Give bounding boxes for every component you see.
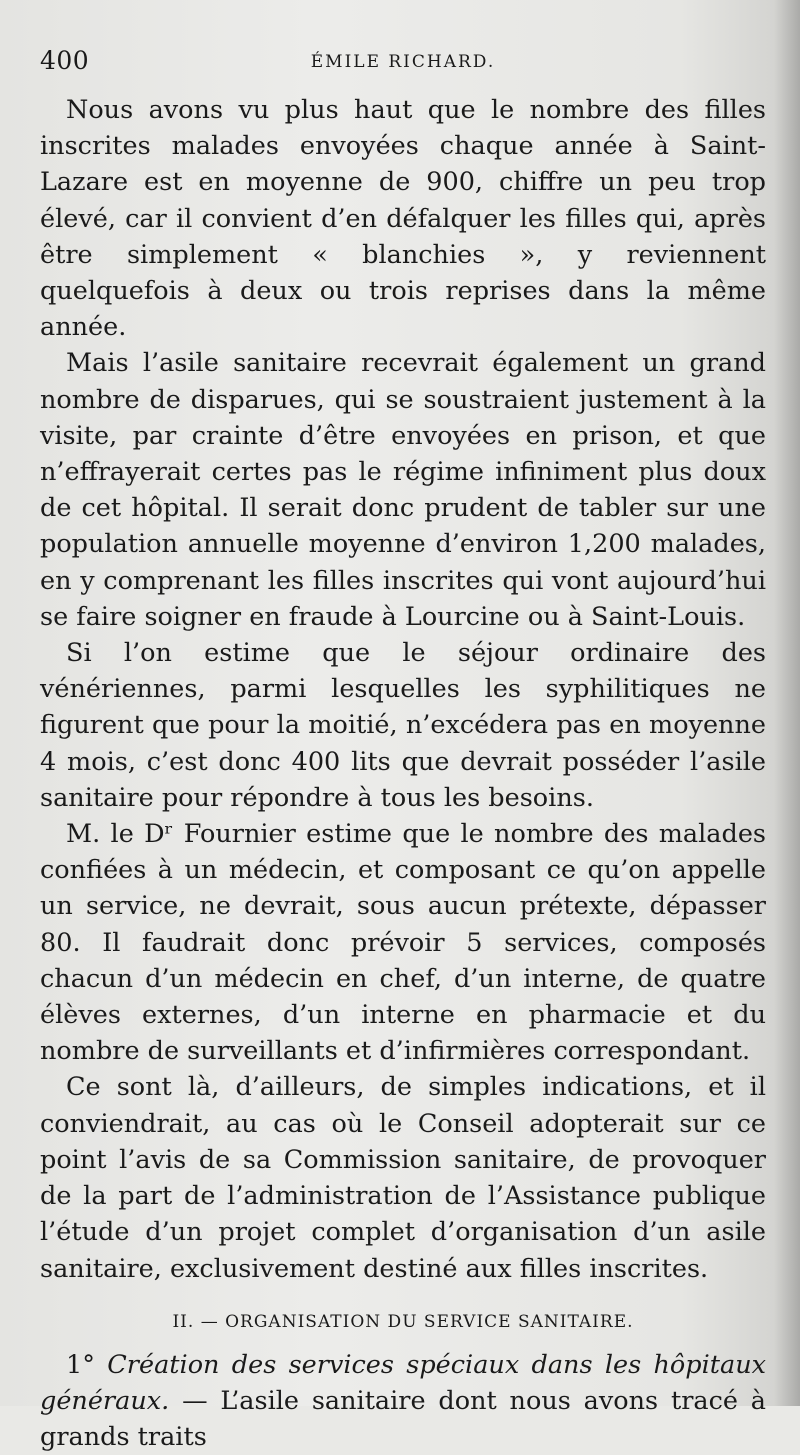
running-title: ÉMILE RICHARD. (310, 52, 496, 72)
body-text (40, 92, 766, 1287)
subsection-number: 1° (66, 1349, 95, 1380)
subsection-text: — L’asile sanitaire dont nous avons tracé à grands traits (40, 1385, 766, 1453)
subsection-paragraph (40, 1347, 766, 1455)
page-edge-shadow (774, 0, 800, 1406)
page-number: 400 (40, 46, 90, 75)
subsection-title: Création des services spéciaux dans les hôpitaux généraux. (40, 1349, 767, 1416)
paragraph: Nous avons vu plus haut que le nombre des filles inscrites malades envoyées chaque année à Saint-Lazare est en moyenne de 900, chiffre un peu trop élevé, car il convient d’en défalquer les filles qui, après être simplement « blanchies », y reviennent quelquefois à deux ou trois reprises dans la même année. (40, 95, 766, 343)
running-head (40, 44, 766, 84)
section-heading: II. — ORGANISATION DU SERVICE SANITAIRE. (172, 1311, 634, 1332)
paragraph: Mais l’asile sanitaire recevrait également un grand nombre de disparues, qui se soustraient justement à la visite, par crainte d’être envoyées en prison, et que n’effrayerait certes pas le régime infiniment plus doux de cet hôpital. Il serait donc prudent de tabler sur une population annuelle moyenne d’environ 1,200 malades, en y comprenant les filles inscrites qui vont aujourd’hui se faire soigner en fraude à Lourcine ou à Saint-Louis. (40, 348, 766, 632)
paragraph: Si l’on estime que le séjour ordinaire des vénériennes, parmi lesquelles les syphilitiques ne figurent que pour la moitié, n’excédera pas en moyenne 4 mois, c’est donc 400 lits que devrait posséder l’asile sanitaire pour répondre à tous les besoins. (40, 638, 766, 813)
paragraph: M. le Dʳ Fournier estime que le nombre des malades confiées à un médecin, et composant ce qu’on appelle un service, ne devrait, sous aucun prétexte, dépasser 80. Il faudrait donc prévoir 5 services, composés chacun d’un médecin en chef, d’un interne, de quatre élèves externes, d’un interne en pharmacie et du nombre de surveillants et d’infirmières correspondant. (40, 819, 766, 1067)
paragraph: Ce sont là, d’ailleurs, de simples indications, et il conviendrait, au cas où le Conseil adopterait sur ce point l’avis de sa Commission sanitaire, de provoquer de la part de l’administration de l’Assistance publique l’étude d’un projet complet d’organisation d’un asile sanitaire, exclusivement destiné aux filles inscrites. (40, 1072, 766, 1284)
